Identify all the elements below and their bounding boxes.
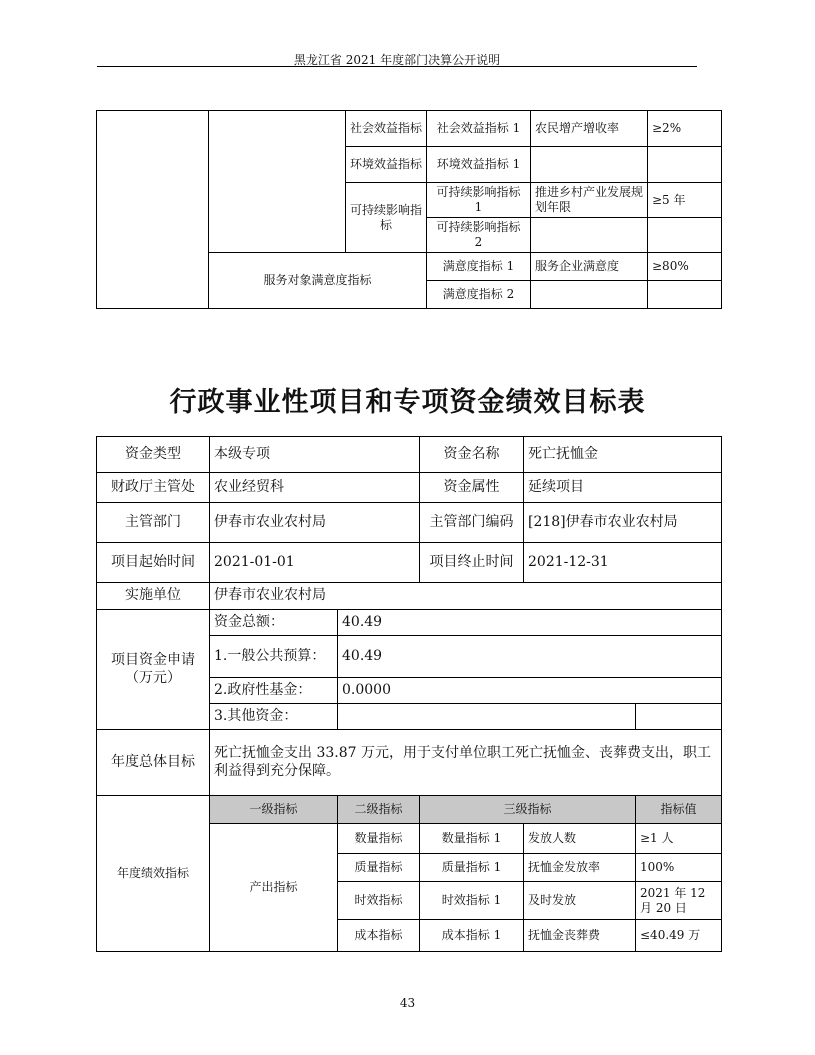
fund-type-value: 本级专项 xyxy=(210,437,420,473)
dept-code-label: 主管部门编码 xyxy=(420,503,524,543)
perf-row-category: 质量指标 xyxy=(338,854,420,882)
perf-row-name: 抚恤金丧葬费 xyxy=(524,920,636,952)
sustain-category: 可持续影响指标 xyxy=(346,183,427,253)
gov-fund-value: 0.0000 xyxy=(338,678,722,704)
perf-row-indicator: 成本指标 1 xyxy=(420,920,524,952)
total-label: 资金总额： xyxy=(210,610,338,636)
office-value: 农业经贸科 xyxy=(210,473,420,503)
header-value: 指标值 xyxy=(636,796,722,824)
fund-attr-label: 资金属性 xyxy=(420,473,524,503)
perf-row-indicator: 数量指标 1 xyxy=(420,824,524,854)
annual-goal-text: 死亡抚恤金支出 33.87 万元，用于支付单位职工死亡抚恤金、丧葬费支出，职工利益得到充分保障。 xyxy=(210,730,722,796)
perf-row-name: 抚恤金发放率 xyxy=(524,854,636,882)
start-date-value: 2021-01-01 xyxy=(210,543,420,583)
fund-name-value: 死亡抚恤金 xyxy=(524,437,722,473)
annual-perf-label: 年度绩效指标 xyxy=(97,796,210,952)
fund-name-label: 资金名称 xyxy=(420,437,524,473)
blank-cell xyxy=(531,281,648,309)
other-fund-label: 3.其他资金： xyxy=(210,704,338,730)
sustain-value-1: ≥5 年 xyxy=(648,183,722,218)
office-label: 财政厅主管处 xyxy=(97,473,210,503)
header-level1: 一级指标 xyxy=(210,796,338,824)
sustain-indicator-2: 可持续影响指标 2 xyxy=(427,218,531,253)
env-benefit-indicator: 环境效益指标 1 xyxy=(427,147,531,183)
document-title: 行政事业性项目和专项资金绩效目标表 xyxy=(169,387,646,418)
general-budget-value: 40.49 xyxy=(338,636,722,678)
blank-cell xyxy=(648,218,722,253)
perf-row-value: 100% xyxy=(636,854,722,882)
env-benefit-category: 环境效益指标 xyxy=(346,147,427,183)
perf-row-value: ≤40.49 万 xyxy=(636,920,722,952)
perf-row-category: 数量指标 xyxy=(338,824,420,854)
performance-target-table xyxy=(96,436,722,952)
header-level3: 三级指标 xyxy=(420,796,636,824)
satisfaction-indicator-2: 满意度指标 2 xyxy=(427,281,531,309)
end-date-label: 项目终止时间 xyxy=(420,543,524,583)
perf-row-name: 及时发放 xyxy=(524,882,636,920)
dept-value: 伊春市农业农村局 xyxy=(210,503,420,543)
fund-type-label: 资金类型 xyxy=(97,437,210,473)
satisfaction-indicator-1: 满意度指标 1 xyxy=(427,253,531,281)
blank-cell xyxy=(648,147,722,183)
sustain-indicator-1: 可持续影响指标 1 xyxy=(427,183,531,218)
satisfaction-category: 服务对象满意度指标 xyxy=(209,253,427,309)
output-indicator: 产出指标 xyxy=(210,824,338,952)
running-header: 黑龙江省 2021 年度部门决算公开说明 xyxy=(293,53,501,67)
header-rule xyxy=(97,66,697,67)
dept-label: 主管部门 xyxy=(97,503,210,543)
page-number: 43 xyxy=(399,996,416,1010)
blank-cell xyxy=(531,147,648,183)
perf-row-value: 2021 年 12 月 20 日 xyxy=(636,882,722,920)
social-benefit-category: 社会效益指标 xyxy=(346,111,427,147)
satisfaction-name-1: 服务企业满意度 xyxy=(531,253,648,281)
perf-row-indicator: 时效指标 1 xyxy=(420,882,524,920)
perf-row-indicator: 质量指标 1 xyxy=(420,854,524,882)
fund-apply-label: 项目资金申请（万元） xyxy=(97,610,210,730)
blank-cell xyxy=(97,111,209,309)
gov-fund-label: 2.政府性基金： xyxy=(210,678,338,704)
sustain-name-1: 推进乡村产业发展规划年限 xyxy=(531,183,648,218)
satisfaction-value-1: ≥80% xyxy=(648,253,722,281)
perf-row-category: 成本指标 xyxy=(338,920,420,952)
impl-unit-label: 实施单位 xyxy=(97,583,210,610)
end-date-value: 2021-12-31 xyxy=(524,543,722,583)
blank-cell xyxy=(636,704,722,730)
annual-goal-label: 年度总体目标 xyxy=(97,730,210,796)
blank-cell xyxy=(648,281,722,309)
blank-cell xyxy=(531,218,648,253)
general-budget-label: 1.一般公共预算： xyxy=(210,636,338,678)
perf-row-value: ≥1 人 xyxy=(636,824,722,854)
social-benefit-name: 农民增产增收率 xyxy=(531,111,648,147)
header-level2: 二级指标 xyxy=(338,796,420,824)
social-benefit-value: ≥2% xyxy=(648,111,722,147)
other-fund-value xyxy=(338,704,636,730)
impl-unit-value: 伊春市农业农村局 xyxy=(210,583,722,610)
start-date-label: 项目起始时间 xyxy=(97,543,210,583)
social-benefit-indicator: 社会效益指标 1 xyxy=(427,111,531,147)
blank-cell xyxy=(209,111,346,253)
total-value: 40.49 xyxy=(338,610,722,636)
perf-row-category: 时效指标 xyxy=(338,882,420,920)
continuation-table xyxy=(96,110,722,309)
fund-attr-value: 延续项目 xyxy=(524,473,722,503)
dept-code-value: [218]伊春市农业农村局 xyxy=(524,503,722,543)
perf-row-name: 发放人数 xyxy=(524,824,636,854)
